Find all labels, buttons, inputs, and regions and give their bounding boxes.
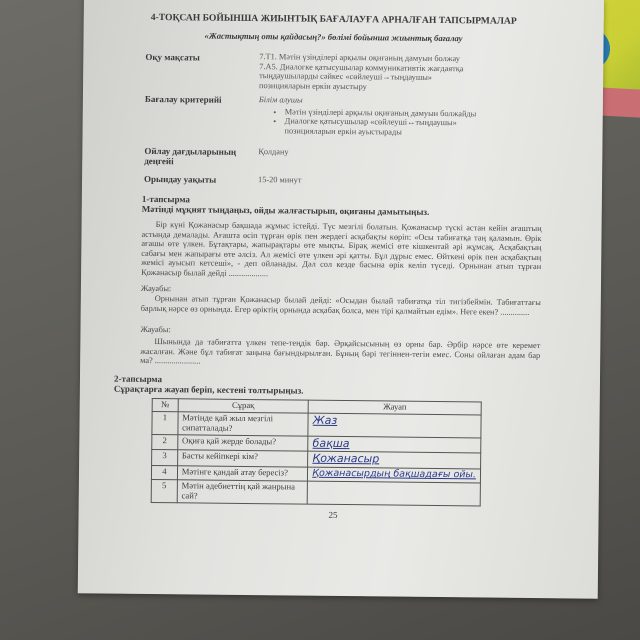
criteria-value [259, 95, 489, 138]
criteria-head: Білім алушы [258, 95, 303, 105]
row-number: 1 [152, 411, 178, 434]
task1-paragraph-3: Шынында да табиғатта үлкен тепе-теңдік бар. Әрқайсысының өз орны бар. Әрбір нәрсе өте керемет жасалған. Және бұл табиғат заңына бағындырылған. Бұның бәрі тегіннен-тегін емес. Соны ойлаған адам бар ма? ...................... [140, 337, 541, 366]
task1-paragraph-2: Орнынан атып тұрған Қожанасыр былай дейді: «Осыдан былай табиғатқа тіл тигізбеймін. Табиғаттағы барлық нәрсе өз орнында. Егер өріктің орнында асқабақ болса, мен тірі қалмайтын едім». Неге екен? .............. [140, 294, 541, 317]
row-number: 3 [152, 450, 178, 466]
task2-instruction: Сұрақтарға жауап беріп, кестені толтырыңыз. [113, 383, 304, 396]
goal-2: 7.А5. Диалогке қатысушылар коммуникативтік жағдаятқа тыңдаушыларды сәйкес «сөйлеуші→тыңдаушы» позицияларын еркін ауыстыру [259, 61, 464, 91]
row-question: Мәтінге қандай атау бересіз? [177, 466, 308, 481]
row-answer[interactable] [307, 481, 480, 506]
header-answer: Жауап [308, 400, 481, 415]
goal-value [259, 52, 469, 92]
goal-label: Оқу мақсаты [145, 51, 200, 63]
task1-heading: 1-тапсырма [141, 193, 190, 205]
page-title: 4-ТОҚСАН БОЙЫНША ЖИЫНТЫҚ БАҒАЛАУҒА АРНАЛҒАН ТАПСЫРМАЛАР [150, 11, 517, 27]
handwritten-answer: Қожанасырдың бақшадағы ойы. [312, 467, 477, 481]
handwritten-answer: бақша [312, 436, 350, 450]
criteria-item-1: • Мәтін үзінділері арқылы оқиғаның дамуын болжайды [285, 107, 489, 119]
page-subtitle: «Жастықтың оты қайдасың?» бөлімі бойынша жиынтық бағалау [204, 30, 463, 44]
row-number: 4 [151, 465, 177, 479]
worksheet-page [78, 0, 604, 599]
row-answer[interactable] [308, 451, 481, 468]
row-question: Басты кейіпкері кім? [177, 450, 308, 467]
time-value: 15-20 минут [258, 175, 302, 185]
row-number: 2 [152, 434, 178, 450]
table-row [151, 479, 480, 505]
answer-table [151, 398, 482, 506]
row-answer[interactable] [308, 436, 481, 453]
row-question: Оқиға қай жерде болады? [177, 434, 308, 451]
task1-answer-2-label: Жауабы: [140, 324, 171, 335]
handwritten-answer: Қожанасыр [312, 451, 380, 466]
row-number: 5 [151, 479, 177, 502]
row-question: Мәтін әдебиеттің қай жанрына сай? [177, 480, 308, 504]
table-row [152, 411, 481, 437]
task2-heading: 2-тапсырма [113, 373, 163, 385]
row-answer[interactable] [308, 413, 481, 438]
goal-1: 7.Т1. Мәтін үзінділері арқылы оқиғаның дамуын болжау [259, 52, 460, 64]
criteria-label: Бағалау критерийі [144, 93, 222, 105]
level-value: Қолдану [258, 147, 289, 157]
task1-answer-1-label: Жауабы: [140, 283, 172, 294]
task1-paragraph-1: Бір күні Қожанасыр бақшада жұмыс істейді. Түс мезгілі болатын. Қожанасыр түскі астан кейін ағаштың астында демалады. Ағашта өсіп тұрған өрік пен жердегі асқабақты көріп: «Осы табиғатқа таң қаламын. Өрік ағашы өте үлкен. Бұтақтары, жапырақтары өте мықты. Бірақ жемісі өте кішкентай әрі жұмсақ. Асқабақтың сабағы мен жапырағы өте әлсіз. Ал жемісі өте үлкен әрі қатты. Бұл дұрыс емес. Өйткені өрік пен асқабақтың жемісі ауысып кетсеші», - деп ойланады. Дәл сол кезде басына өрік келіп түседі. Орнынан атып тұрған Қожанасыр былай дейді ................... [141, 220, 542, 278]
header-question: Сұрақ [178, 399, 309, 413]
header-number: № [152, 399, 178, 412]
time-label: Орындау уақыты [144, 173, 217, 185]
task1-instruction: Мәтінді мұқият тыңдаңыз, ойды жалғастырып, оқиғаны дамытыңыз. [141, 203, 430, 217]
handwritten-answer: Жаз [312, 413, 338, 427]
row-question: Мәтінде қай жыл мезгілі сипатталады? [178, 412, 309, 436]
criteria-item-2: • Диалогке қатысушылар «сөйлеуші↔тыңдаушы» позицияларын еркін ауыстырады [285, 116, 489, 137]
level-label: Ойлау дағдыларының деңгейі [144, 145, 237, 167]
page-number: 25 [328, 509, 338, 520]
